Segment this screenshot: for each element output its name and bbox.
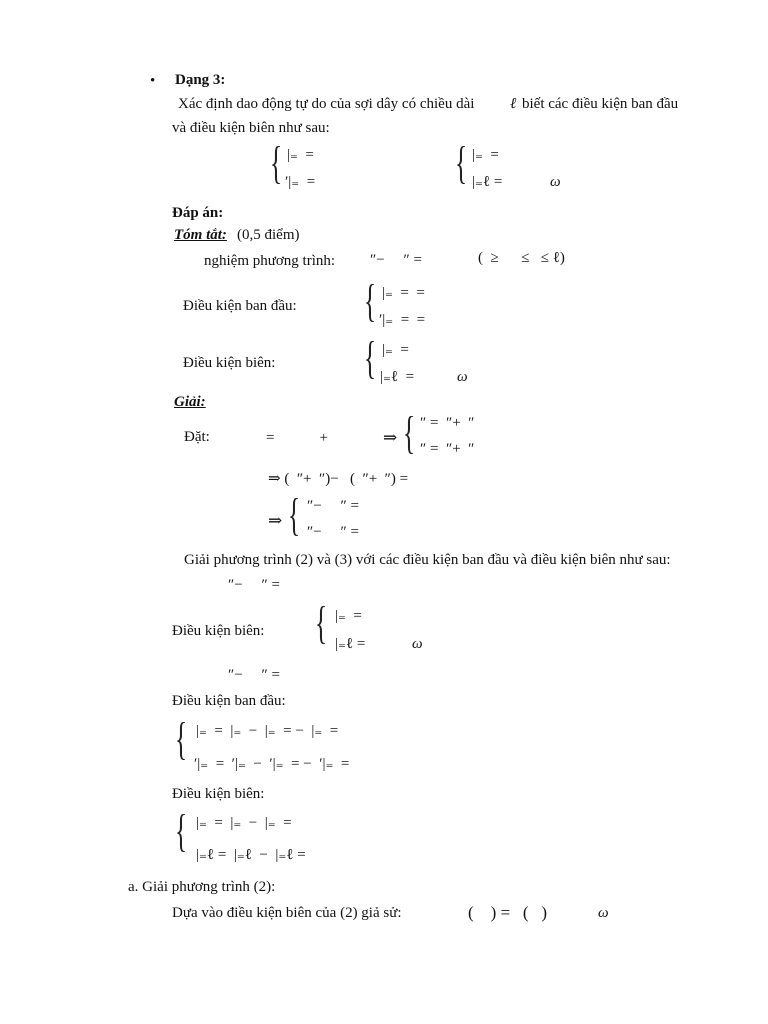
brace: {	[364, 275, 377, 326]
omega-symbol: ω	[598, 905, 609, 921]
sys3-row2: ″− ″ =	[307, 524, 359, 540]
initial-label: Điều kiện ban đầu:	[183, 298, 297, 314]
set-sys-row1: ″ = ″+ ″	[420, 415, 475, 431]
set-expr: = +	[266, 430, 328, 446]
bullet: •	[150, 73, 156, 89]
part-a-title: a. Giải phương trình (2):	[128, 879, 276, 895]
solve2-intro: Giải phương trình (2) và (3) với các điều kiện ban đầu và điều kiện biên như sau:	[184, 552, 671, 568]
brace: {	[364, 332, 377, 383]
part-a-text: Dựa vào điều kiện biên của (2) giả sử:	[172, 905, 402, 921]
implies-arrow: ⇒	[383, 428, 398, 447]
main-eq-expr: ″− ″ =	[370, 252, 422, 268]
ell-symbol: ℓ	[510, 96, 517, 112]
brace: {	[315, 597, 328, 648]
section-title: Dạng 3:	[175, 72, 226, 88]
initial2-row2: ′|₌ = ′|₌ − ′|₌ = − ′|₌ =	[194, 756, 350, 772]
boundary3-row1: |₌ = |₌ − |₌ =	[196, 815, 292, 831]
boundary2-row1: |₌ =	[335, 608, 362, 624]
solve-line-2: ⇒ ( ″+ ″)− ( ″+ ″) =	[268, 471, 409, 487]
boundary3-row2: |₌ℓ = |₌ℓ − |₌ℓ =	[196, 847, 306, 863]
solve-title: Giải:	[174, 394, 206, 410]
sys3-row1: ″− ″ =	[307, 498, 359, 514]
part-a-expr: ( ) = ( )	[468, 903, 547, 922]
boundary-row2: |₌ℓ =	[380, 369, 415, 385]
summary-label: Tóm tắt:	[174, 227, 227, 243]
boundary-row1: |₌ =	[382, 342, 409, 358]
eq-3: ″− ″ =	[228, 667, 280, 683]
brace: {	[288, 489, 301, 540]
problem-line-2: và điều kiện biên như sau:	[172, 120, 330, 136]
summary-points: (0,5 điểm)	[237, 227, 300, 243]
sys2-row1: |₌ =	[472, 147, 499, 163]
eq-2: ″− ″ =	[228, 577, 280, 593]
sys1-row2: ′|₌ =	[285, 174, 316, 190]
set-sys-row2: ″ = ″+ ″	[420, 441, 475, 457]
main-eq-range: ( ≥ ≤ ≤ ℓ)	[478, 250, 565, 266]
set-label: Đặt:	[184, 429, 210, 445]
answer-title: Đáp án:	[172, 205, 224, 221]
brace: {	[175, 805, 188, 856]
brace: {	[175, 713, 188, 764]
omega-symbol: ω	[412, 636, 423, 652]
omega-symbol: ω	[457, 369, 468, 385]
boundary-label: Điều kiện biên:	[183, 355, 276, 371]
sys2-row2: |₌ℓ =	[472, 174, 503, 190]
implies-arrow: ⇒	[268, 511, 283, 530]
brace: {	[455, 137, 468, 188]
initial-row1: |₌ = =	[382, 285, 425, 301]
boundary-label-2: Điều kiện biên:	[172, 623, 265, 639]
sys1-row1: |₌ =	[287, 147, 314, 163]
initial-row2: ′|₌ = =	[379, 312, 426, 328]
main-eq-label: nghiệm phương trình:	[204, 253, 336, 269]
brace: {	[403, 407, 416, 458]
problem-line-1b: biết các điều kiện ban đầu	[522, 96, 679, 112]
boundary-label-3: Điều kiện biên:	[172, 786, 265, 802]
problem-line-1: Xác định dao động tự do của sợi dây có chiều dài	[178, 96, 475, 112]
brace: {	[270, 137, 283, 188]
omega-symbol: ω	[550, 174, 561, 190]
initial2-row1: |₌ = |₌ − |₌ = − |₌ =	[196, 723, 339, 739]
boundary2-row2: |₌ℓ =	[335, 636, 366, 652]
initial-label-2: Điều kiện ban đầu:	[172, 693, 286, 709]
